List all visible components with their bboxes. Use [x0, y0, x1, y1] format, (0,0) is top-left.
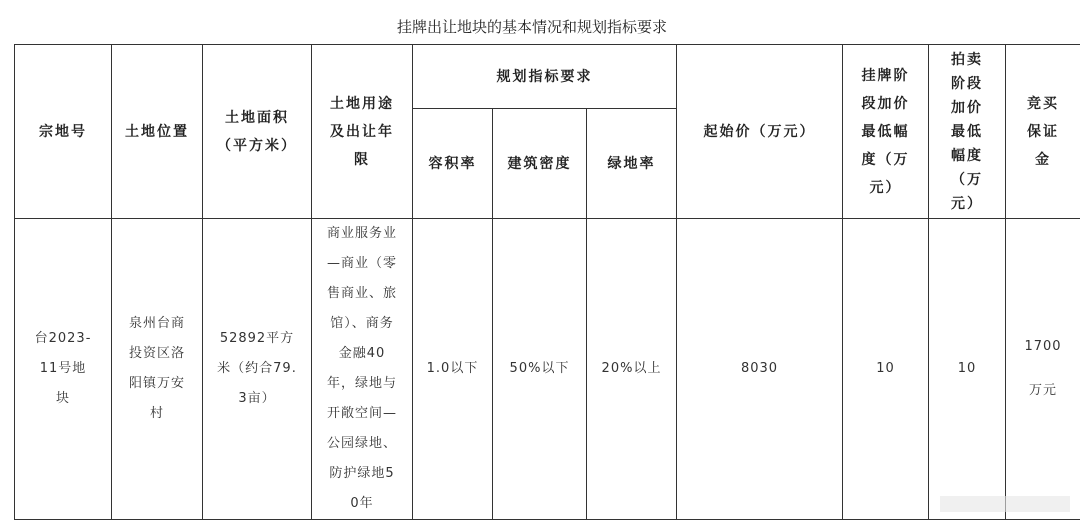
cell-plot-no: 台2023-11号地块	[15, 219, 112, 520]
header-plot-no: 宗地号	[15, 45, 112, 219]
header-planning: 规划指标要求	[413, 45, 677, 109]
header-auction-increment: 拍卖阶段加价最低幅度（万元）	[929, 45, 1006, 219]
table-title: 挂牌出让地块的基本情况和规划指标要求	[0, 16, 1064, 37]
header-density: 建筑密度	[493, 109, 587, 219]
cell-listing-increment: 10	[843, 219, 929, 520]
cell-green: 20%以上	[587, 219, 677, 520]
cell-use-term: 商业服务业—商业（零售商业、旅馆）、商务金融40年，绿地与开敞空间—公园绿地、防护绿地50年	[312, 219, 413, 520]
cell-location: 泉州台商投资区洛阳镇万安村	[112, 219, 203, 520]
header-listing-increment: 挂牌阶段加价最低幅度（万元）	[843, 45, 929, 219]
watermark-strip	[940, 496, 1070, 512]
cell-density: 50%以下	[493, 219, 587, 520]
cell-far: 1.0以下	[413, 219, 493, 520]
cell-auction-increment: 10	[929, 219, 1006, 520]
table-row	[15, 219, 1080, 520]
header-use-term: 土地用途及出让年限	[312, 45, 413, 219]
header-far: 容积率	[413, 109, 493, 219]
header-location: 土地位置	[112, 45, 203, 219]
header-start-price: 起始价（万元）	[677, 45, 843, 219]
cell-deposit: 1700万元	[1006, 219, 1080, 520]
header-area: 土地面积（平方米）	[203, 45, 312, 219]
header-green: 绿地率	[587, 109, 677, 219]
land-plot-table	[14, 44, 1080, 520]
header-deposit: 竞买保证金	[1006, 45, 1080, 219]
cell-start-price: 8030	[677, 219, 843, 520]
cell-area: 52892平方米（约合79.3亩）	[203, 219, 312, 520]
